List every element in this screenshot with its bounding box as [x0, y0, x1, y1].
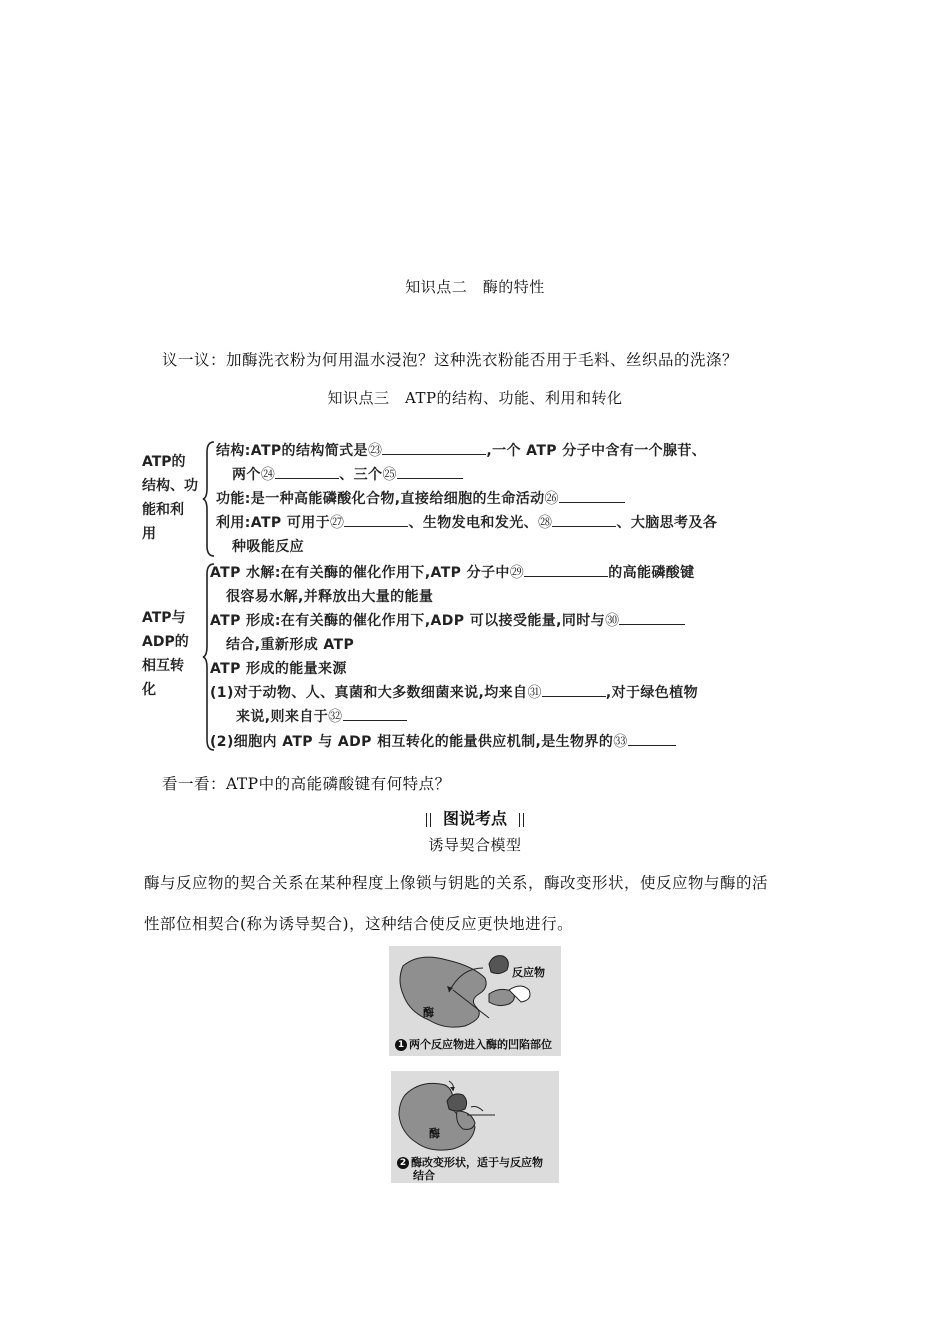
blank-number: ㉓ — [367, 443, 383, 459]
brace-1 — [202, 440, 216, 558]
blank-31 — [542, 682, 606, 697]
formation-line — [210, 610, 685, 630]
structure-text-cont: ,一个 ATP 分子中含有一个腺苷、 — [486, 443, 707, 459]
section-title-enzyme-properties: 知识点二 酶的特性 — [405, 278, 545, 296]
blank-number: ㉘ — [538, 515, 553, 531]
title-bar-left — [426, 813, 431, 827]
formation-text: ATP 形成:在有关酶的催化作用下,ADP 可以接受能量,同时与 — [210, 613, 606, 629]
energy-text: (2)细胞内 ATP 与 ADP 相互转化的能量供应机制,是生物界的 — [210, 734, 614, 750]
group1-label-line: 用 — [142, 526, 156, 542]
figure-2-enzyme-label: 酶 — [429, 1127, 440, 1140]
structure-line — [216, 440, 706, 460]
title-bar-right — [519, 813, 524, 827]
blank-29 — [524, 562, 608, 577]
group2-label-line: ATP与 — [142, 610, 186, 626]
blank-number: ㉝ — [613, 734, 628, 750]
figure-section-title: 图说考点 — [442, 809, 507, 828]
figure-1-substrate-label: 反应物 — [512, 966, 545, 979]
use-text: 、大脑思考及各 — [616, 515, 718, 531]
group2-label — [142, 606, 206, 702]
group1-label-line: 结构、功 — [142, 478, 198, 494]
paragraph-line-1: 酶与反应物的契合关系在某种程度上像锁与钥匙的关系，酶改变形状，使反应物与酶的活 — [144, 874, 769, 892]
hydrolysis-text: ATP 水解:在有关酶的催化作用下,ATP 分子中 — [210, 565, 510, 581]
figure-2 — [391, 1071, 559, 1183]
blank-30 — [619, 610, 685, 625]
blank-number: ㉔ — [260, 467, 276, 483]
blank-26 — [559, 488, 625, 503]
blank-number: ㉛ — [527, 685, 542, 701]
use-text: 、生物发电和发光、 — [408, 515, 539, 531]
blank-number: ㉖ — [544, 491, 559, 507]
group2-label-line: ADP的 — [142, 634, 189, 650]
blank-32 — [343, 706, 407, 721]
blank-27 — [344, 512, 408, 527]
use-line — [216, 512, 717, 532]
brace-2 — [202, 562, 216, 752]
section-title-atp: 知识点三 ATP的结构、功能、利用和转化 — [327, 389, 623, 407]
hydrolysis-text: 的高能磷酸键 — [608, 565, 695, 581]
text: 、三个 — [339, 467, 383, 483]
figure-2-drawing — [391, 1071, 559, 1155]
blank-number: ㉜ — [328, 709, 343, 725]
blank-number: ㉕ — [382, 467, 397, 483]
blank-24 — [275, 464, 339, 479]
function-text: 功能:是一种高能磷酸化合物,直接给细胞的生命活动 — [216, 491, 545, 507]
energy-source-1-cont — [236, 706, 407, 726]
energy-text: (1)对于动物、人、真菌和大多数细菌来说,均来自 — [210, 685, 528, 701]
figure-1-enzyme-label: 酶 — [423, 1006, 434, 1019]
figure-1-number: 1 — [395, 1039, 407, 1051]
group1-label-line: ATP的 — [142, 454, 186, 470]
blank-25 — [397, 464, 463, 479]
group1-label-line: 能和利 — [142, 502, 184, 518]
blank-number: ㉚ — [605, 613, 620, 629]
look-question: 看一看：ATP中的高能磷酸键有何特点？ — [162, 775, 451, 793]
discuss-question: 议一议：加酶洗衣粉为何用温水浸泡？这种洗衣粉能否用于毛料、丝织品的洗涤？ — [162, 351, 739, 369]
use-text: 利用:ATP 可用于 — [216, 515, 331, 531]
figure-section-heading — [0, 806, 950, 829]
energy-text: 来说,则来自于 — [236, 709, 329, 725]
figure-1-caption — [395, 1036, 552, 1052]
figure-1-drawing — [389, 946, 561, 1032]
structure-line-2 — [232, 464, 463, 484]
paragraph-line-2: 性部位相契合(称为诱导契合)，这种结合使反应更快地进行。 — [144, 915, 574, 933]
figure-2-caption — [397, 1156, 543, 1182]
text: 两个 — [232, 467, 261, 483]
group1-label — [142, 450, 206, 546]
figure-2-caption-text: 酶改变形状，适于与反应物 — [411, 1156, 543, 1169]
energy-source-1 — [210, 682, 698, 702]
blank-number: ㉗ — [330, 515, 345, 531]
blank-28 — [552, 512, 616, 527]
group2-label-line: 相互转 — [142, 658, 184, 674]
energy-text: ,对于绿色植物 — [605, 685, 698, 701]
figure-1 — [389, 946, 561, 1056]
blank-23 — [382, 440, 486, 455]
figure-2-caption-text-2: 结合 — [413, 1169, 435, 1182]
atp-knowledge-outline — [142, 436, 802, 756]
figure-1-caption-text: 两个反应物进入酶的凹陷部位 — [409, 1038, 552, 1051]
energy-source-heading: ATP 形成的能量来源 — [210, 661, 347, 677]
hydrolysis-line-2: 很容易水解,并释放出大量的能量 — [226, 589, 434, 605]
group2-label-line: 化 — [142, 682, 156, 698]
structure-text: 结构:ATP的结构简式是 — [216, 443, 368, 459]
figure-2-number: 2 — [397, 1157, 409, 1169]
blank-number: ㉙ — [509, 565, 525, 581]
use-line-2: 种吸能反应 — [232, 539, 304, 555]
formation-line-2: 结合,重新形成 ATP — [226, 637, 355, 653]
hydrolysis-line — [210, 562, 695, 582]
energy-source-2 — [210, 731, 676, 751]
function-line — [216, 488, 625, 508]
model-title: 诱导契合模型 — [428, 836, 522, 854]
blank-33 — [628, 731, 676, 746]
